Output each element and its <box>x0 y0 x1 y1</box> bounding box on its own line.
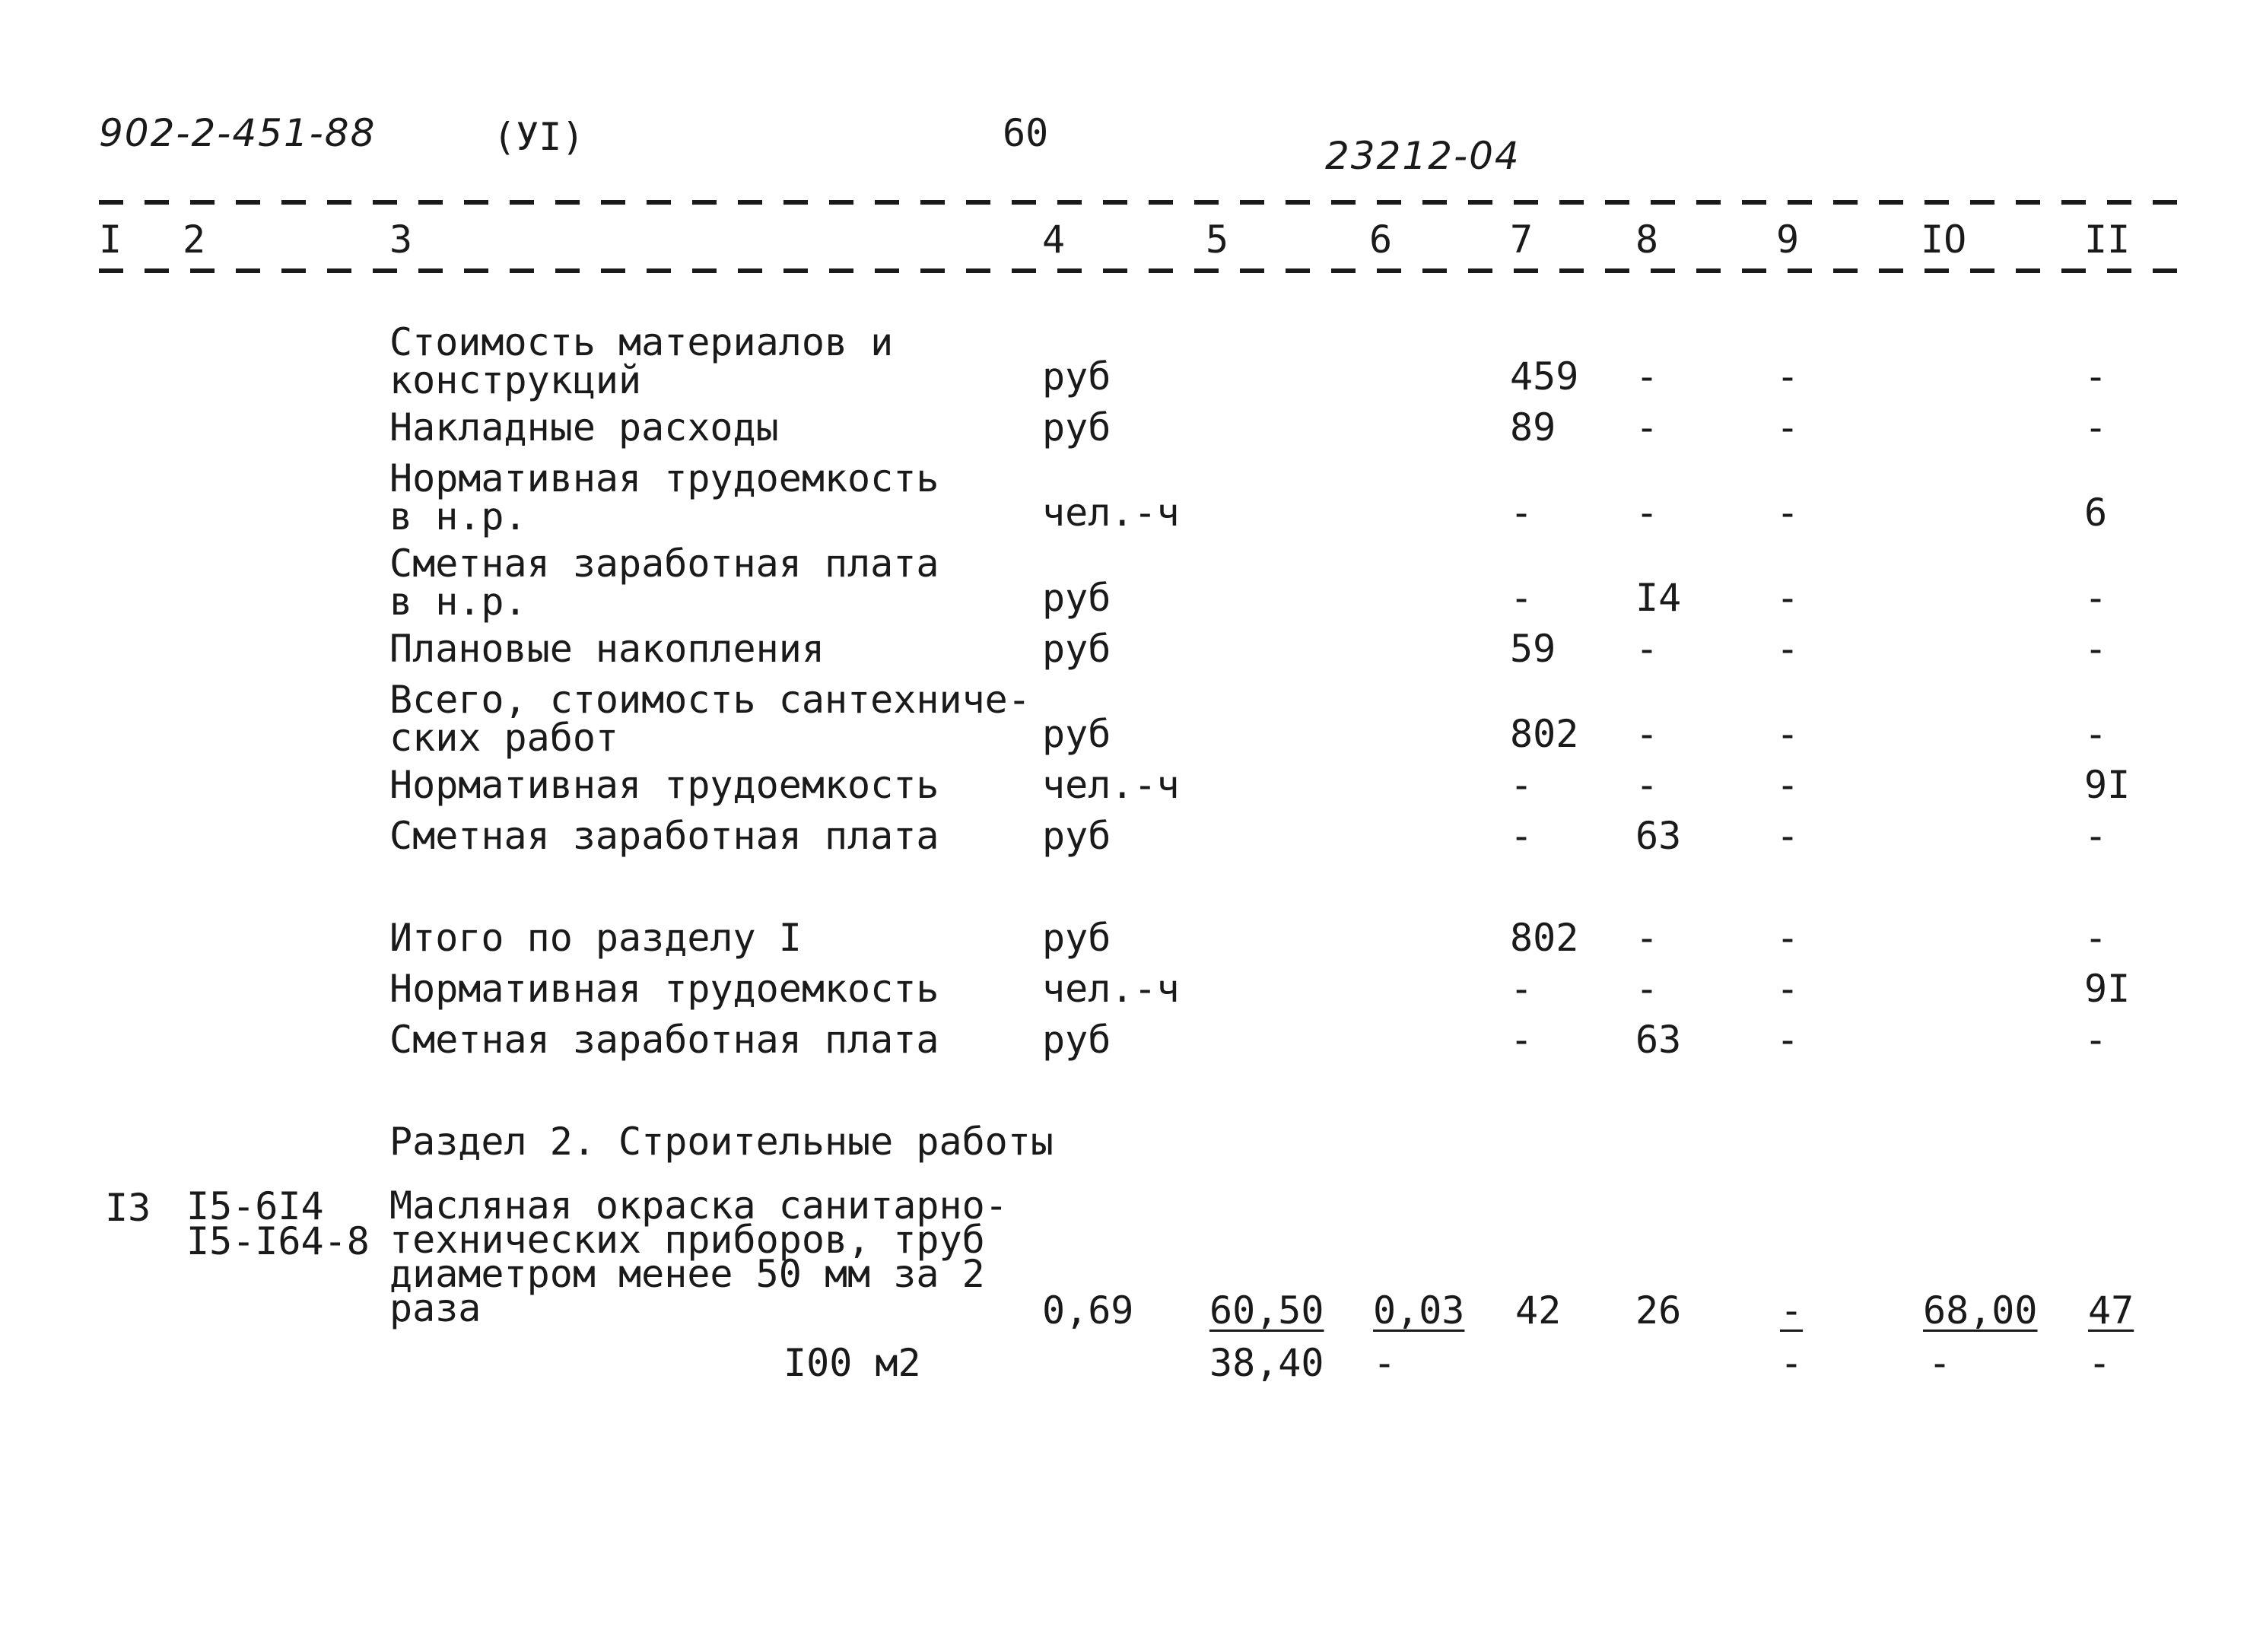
row-unit: руб <box>1042 354 1111 399</box>
row-col8: - <box>1635 354 1659 399</box>
row-description: Нормативная трудоемкость <box>389 763 939 807</box>
row-col8: - <box>1635 916 1659 960</box>
row-col9: - <box>1776 916 1800 960</box>
row-col8: - <box>1635 967 1659 1011</box>
row-col9: - <box>1776 1018 1800 1062</box>
row-col7: - <box>1510 763 1534 807</box>
item-codes: I5-6I4 I5-I64-8 <box>186 1184 370 1263</box>
header-rule-bottom <box>99 268 2191 273</box>
row-col8: I4 <box>1635 576 1682 620</box>
row-description: Сметная заработная плата <box>389 1018 939 1062</box>
item-number: I3 <box>105 1186 151 1230</box>
row-col9: - <box>1776 354 1800 399</box>
item-col10-sub: - <box>1928 1341 1952 1385</box>
row-col9: - <box>1776 576 1800 620</box>
row-col11: - <box>2084 1018 2108 1062</box>
row-col9: - <box>1776 491 1800 535</box>
col-header-8: 8 <box>1635 218 1659 262</box>
col-header-3: 3 <box>389 218 413 262</box>
section-2-title: Раздел 2. Строительные работы <box>389 1120 1054 1164</box>
row-description: Нормативная трудоемкость в н.р. <box>389 456 939 538</box>
row-description: Итого по разделу I <box>389 916 802 960</box>
row-col11: - <box>2084 814 2108 858</box>
row-description: Стоимость материалов и конструкций <box>389 320 894 402</box>
row-description: Сметная заработная плата <box>389 814 939 858</box>
row-unit: чел.-ч <box>1042 967 1180 1011</box>
item-col6: 0,03 <box>1373 1288 1465 1333</box>
row-col7: - <box>1510 967 1534 1011</box>
item-col7: 42 <box>1515 1288 1562 1333</box>
item-col11: 47 <box>2088 1288 2134 1333</box>
item-description: Масляная окраска санитарно- технических приборов, труб диаметром менее 50 мм за 2 раза <box>389 1183 1008 1330</box>
row-unit: руб <box>1042 627 1111 671</box>
row-col11: - <box>2084 916 2108 960</box>
row-description: Плановые накопления <box>389 627 825 671</box>
row-unit: чел.-ч <box>1042 763 1180 807</box>
item-unit: I00 м2 <box>783 1341 921 1385</box>
row-col9: - <box>1776 967 1800 1011</box>
col-header-7: 7 <box>1510 218 1534 262</box>
row-col9: - <box>1776 763 1800 807</box>
col-header-4: 4 <box>1042 218 1066 262</box>
row-col9: - <box>1776 814 1800 858</box>
row-col8: - <box>1635 763 1659 807</box>
row-col7: 59 <box>1510 627 1556 671</box>
album-number: (УI) <box>493 115 585 159</box>
row-col11: - <box>2084 627 2108 671</box>
row-col7: - <box>1510 491 1534 535</box>
col-header-1: I <box>99 218 122 262</box>
col-header-11: II <box>2084 218 2131 262</box>
row-description: Накладные расходы <box>389 405 779 450</box>
row-col7: 802 <box>1510 916 1579 960</box>
row-col8: - <box>1635 627 1659 671</box>
row-col7: - <box>1510 576 1534 620</box>
row-description: Нормативная трудоемкость <box>389 967 939 1011</box>
row-unit: руб <box>1042 712 1111 756</box>
row-col11: - <box>2084 354 2108 399</box>
col-header-6: 6 <box>1369 218 1393 262</box>
row-col11: - <box>2084 712 2108 756</box>
row-col11: - <box>2084 576 2108 620</box>
row-col7: 459 <box>1510 354 1579 399</box>
item-col11-sub: - <box>2088 1341 2112 1385</box>
row-description: Всего, стоимость сантехниче- ских работ <box>389 678 1031 760</box>
row-unit: руб <box>1042 1018 1111 1062</box>
row-unit: руб <box>1042 814 1111 858</box>
row-unit: чел.-ч <box>1042 491 1180 535</box>
item-col5: 60,50 <box>1209 1288 1324 1333</box>
row-col8: - <box>1635 491 1659 535</box>
row-col11: 9I <box>2084 967 2131 1011</box>
row-col7: 89 <box>1510 405 1556 450</box>
row-col9: - <box>1776 712 1800 756</box>
col-header-9: 9 <box>1776 218 1800 262</box>
row-col11: 9I <box>2084 763 2131 807</box>
row-col7: - <box>1510 814 1534 858</box>
row-col8: 63 <box>1635 1018 1682 1062</box>
item-col4: 0,69 <box>1042 1288 1134 1333</box>
sheet-code: 23212-04 <box>1325 134 1521 178</box>
doc-code: 902-2-451-88 <box>99 111 377 155</box>
page-number: 60 <box>1003 111 1049 155</box>
row-col7: 802 <box>1510 712 1579 756</box>
row-col7: - <box>1510 1018 1534 1062</box>
row-col8: 63 <box>1635 814 1682 858</box>
row-col9: - <box>1776 405 1800 450</box>
col-header-10: IO <box>1921 218 1967 262</box>
item-col8: 26 <box>1635 1288 1682 1333</box>
item-col10: 68,00 <box>1923 1288 2038 1333</box>
col-header-5: 5 <box>1206 218 1229 262</box>
row-description: Сметная заработная плата в н.р. <box>389 542 939 624</box>
col-header-2: 2 <box>183 218 206 262</box>
item-col5-sub: 38,40 <box>1209 1341 1324 1385</box>
item-col9: - <box>1780 1288 1804 1333</box>
row-col8: - <box>1635 712 1659 756</box>
row-col11: - <box>2084 405 2108 450</box>
row-col9: - <box>1776 627 1800 671</box>
row-unit: руб <box>1042 405 1111 450</box>
row-col8: - <box>1635 405 1659 450</box>
row-col11: 6 <box>2084 491 2108 535</box>
header-rule-top <box>99 200 2191 205</box>
item-col9-sub: - <box>1780 1341 1804 1385</box>
row-unit: руб <box>1042 576 1111 620</box>
item-col6-sub: - <box>1373 1341 1397 1385</box>
row-unit: руб <box>1042 916 1111 960</box>
